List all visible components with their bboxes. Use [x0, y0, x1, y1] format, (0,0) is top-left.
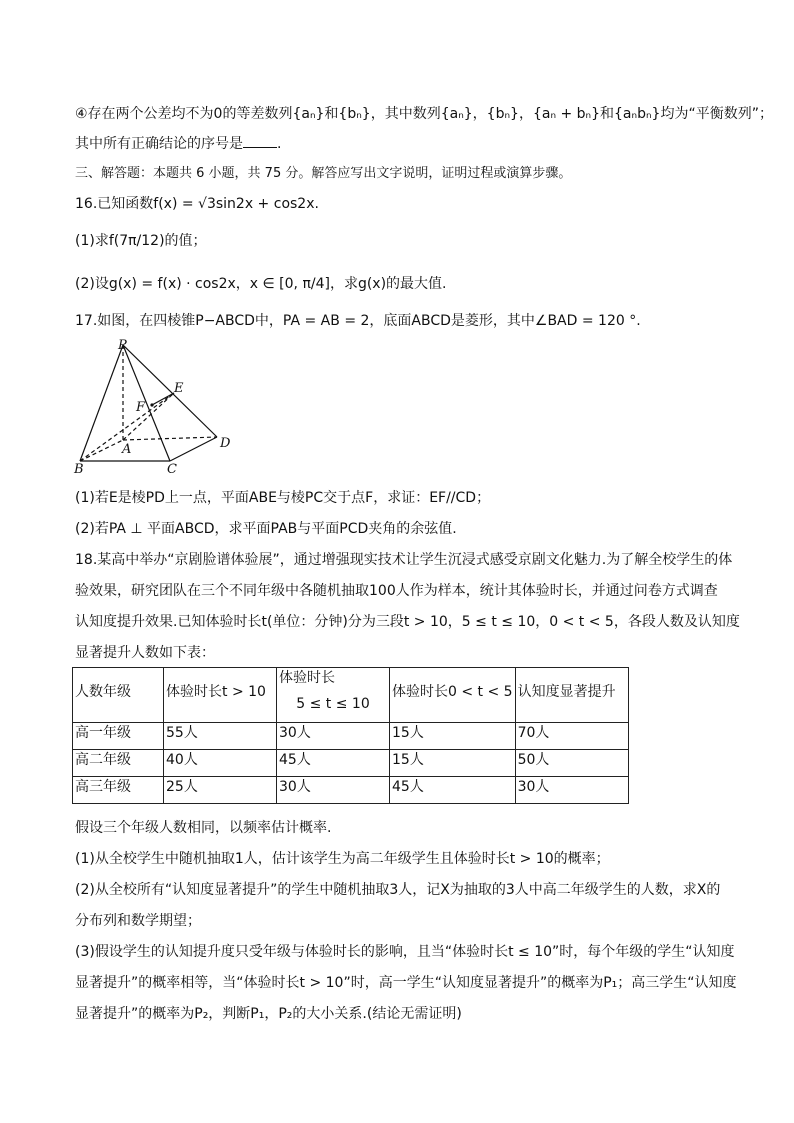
- label-C: C: [167, 462, 177, 477]
- q18-part3-line1: (3)假设学生的认知提升度只受年级与体验时长的影响，且当“体验时长t ≤ 10”时，每个年级的学生“认知度: [75, 944, 735, 960]
- data-table: [72, 667, 629, 804]
- q18-line1: 18.某高中举办“京剧脸谱体验展”，通过增强现实技术让学生沉浸式感受京剧文化魅力.为了解全校学生的体: [75, 552, 733, 568]
- label-A: A: [122, 442, 132, 457]
- answer-prompt-end: .: [277, 136, 282, 152]
- table-cell: 高一年级: [73, 723, 164, 750]
- table-cell: 15人: [390, 750, 516, 777]
- table-cell: 45人: [390, 777, 516, 804]
- label-B: B: [74, 462, 84, 477]
- q18-line2: 验效果，研究团队在三个不同年级中各随机抽取100人作为样本，统计其体验时长，并通过问卷方式调查: [75, 583, 718, 599]
- q16-part1: (1)求f(7π/12)的值；: [75, 233, 207, 249]
- q18-line4: 显著提升人数如下表：: [75, 645, 215, 661]
- q18-part3-line3: 显著提升”的概率为P₂，判断P₁，P₂的大小关系.(结论无需证明): [75, 1006, 462, 1022]
- q18-part3-line2: 显著提升”的概率相等，当“体验时长t > 10”时，高一学生“认知度显著提升”的概率为P₁；高三学生“认知度: [75, 975, 737, 991]
- table-cell: 高二年级: [73, 750, 164, 777]
- q17-part2: (2)若PA ⊥ 平面ABCD，求平面PAB与平面PCD夹角的余弦值.: [75, 521, 457, 537]
- q18-part2-line1: (2)从全校所有“认知度显著提升”的学生中随机抽取3人，记X为抽取的3人中高二年级学生的人数，求X的: [75, 882, 721, 898]
- table-cell: 25人: [164, 777, 277, 804]
- table-row: [73, 750, 629, 777]
- q18-part1: (1)从全校学生中随机抽取1人，估计该学生为高二年级学生且体验时长t > 10的概率；: [75, 851, 610, 867]
- table-cell: 40人: [164, 750, 277, 777]
- q17-stem: 17.如图，在四棱锥P−ABCD中，PA = AB = 2，底面ABCD是菱形，其中∠BAD = 120 °.: [75, 313, 641, 329]
- header-cell: 体验时长0 < t < 5: [390, 668, 516, 723]
- q16-part2: (2)设g(x) = f(x) · cos2x，x ∈ [0, π/4]，求g(x)的最大值.: [75, 276, 447, 292]
- header-cell: 认知度显著提升: [515, 668, 628, 723]
- table-cell: 30人: [277, 777, 390, 804]
- header-cell: 人数年级: [73, 668, 164, 723]
- pyramid-figure: [72, 337, 242, 477]
- q18-part2-line2: 分布列和数学期望；: [75, 913, 201, 929]
- label-E: E: [174, 381, 184, 396]
- answer-prompt: [75, 133, 281, 154]
- section-heading: 三、解答题：本题共 6 小题，共 75 分。解答应写出文字说明，证明过程或演算步骤。: [75, 166, 572, 181]
- q17-part1: (1)若E是棱PD上一点，平面ABE与棱PC交于点F，求证：EF//CD；: [75, 490, 491, 506]
- table-cell: 高三年级: [73, 777, 164, 804]
- table-cell: 50人: [515, 750, 628, 777]
- table-row: [73, 777, 629, 804]
- assumption-line: 假设三个年级人数相同，以频率估计概率.: [75, 820, 332, 836]
- table-cell: 45人: [277, 750, 390, 777]
- answer-blank: [243, 133, 277, 148]
- table-cell: 55人: [164, 723, 277, 750]
- statement-4: ④存在两个公差均不为0的等差数列{aₙ}和{bₙ}，其中数列{aₙ}，{bₙ}，{aₙ + bₙ}和{aₙbₙ}均为“平衡数列”；: [75, 106, 773, 122]
- table-cell: 70人: [515, 723, 628, 750]
- label-F: F: [136, 400, 146, 415]
- answer-prompt-text: 其中所有正确结论的序号是: [75, 136, 243, 152]
- table-cell: 30人: [277, 723, 390, 750]
- q18-line3: 认知度提升效果.已知体验时长t(单位：分钟)分为三段t > 10，5 ≤ t ≤ 10，0 < t < 5，各段人数及认知度: [75, 614, 740, 630]
- header-cell: 体验时长t > 10: [164, 668, 277, 723]
- q16-stem: 16.已知函数f(x) = √3sin2x + cos2x.: [75, 196, 319, 212]
- table-cell: 30人: [515, 777, 628, 804]
- table-cell: 15人: [390, 723, 516, 750]
- table-header-row: [73, 668, 629, 723]
- label-P: P: [118, 338, 127, 353]
- header-cell: 体验时长 5 ≤ t ≤ 10: [277, 668, 390, 723]
- table-row: [73, 723, 629, 750]
- label-D: D: [220, 436, 231, 451]
